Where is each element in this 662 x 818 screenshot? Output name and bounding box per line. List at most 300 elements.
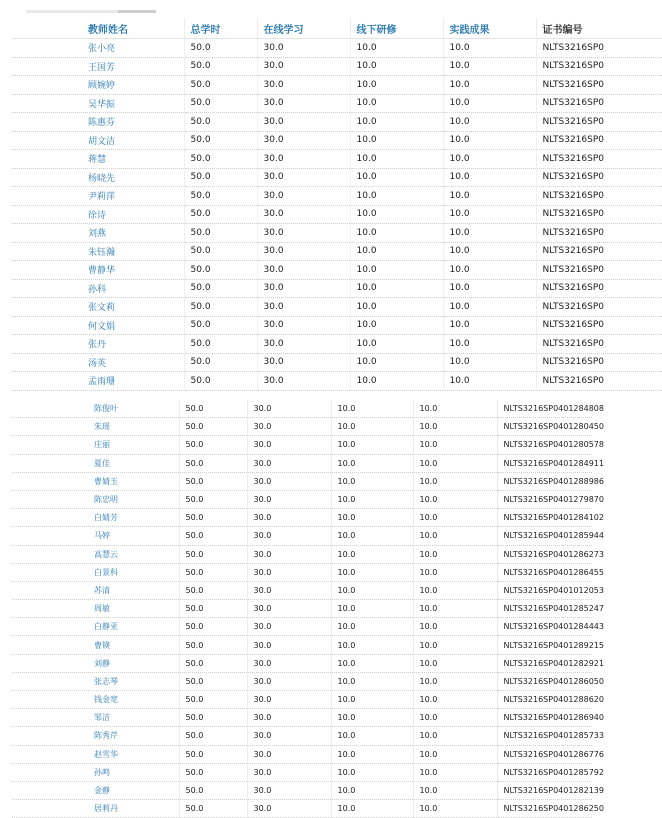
offline-training-cell: 10.0 [331, 618, 413, 636]
table-row [12, 242, 662, 261]
online-study-cell: 30.0 [257, 39, 350, 58]
table-row [12, 727, 592, 745]
table-row [12, 372, 662, 391]
online-study-cell: 30.0 [257, 205, 350, 224]
table-row [12, 545, 592, 563]
practice-result-cell: 10.0 [443, 76, 536, 95]
certificate-no-cell: NLTS3216SP0 [536, 316, 662, 335]
teacher-name-link[interactable]: 庄丽 [12, 436, 179, 454]
certificate-no-cell: NLTS3216SP0401288620 [497, 691, 592, 709]
total-hours-cell: 50.0 [179, 763, 247, 781]
offline-training-cell: 10.0 [331, 563, 413, 581]
teacher-name-link[interactable]: 曹婧玉 [12, 472, 179, 490]
certificate-no-cell: NLTS3216SP0401286273 [497, 545, 592, 563]
total-hours-cell: 50.0 [184, 94, 257, 113]
total-hours-cell: 50.0 [184, 131, 257, 150]
certificate-no-cell: NLTS3216SP0401285733 [497, 727, 592, 745]
total-hours-cell: 50.0 [179, 600, 247, 618]
online-study-cell: 30.0 [247, 527, 331, 545]
practice-result-cell: 10.0 [413, 691, 497, 709]
teacher-name-link[interactable]: 白婧芳 [12, 509, 179, 527]
table-row [12, 527, 592, 545]
top-scrollbar[interactable] [26, 10, 156, 13]
teacher-name-link[interactable]: 朱钰瀚 [12, 242, 184, 261]
offline-training-cell: 10.0 [350, 205, 443, 224]
total-hours-cell: 50.0 [184, 57, 257, 76]
teacher-name-link[interactable]: 张小亮 [12, 39, 184, 58]
practice-result-cell: 10.0 [413, 618, 497, 636]
offline-training-cell: 10.0 [350, 94, 443, 113]
certificate-no-cell: NLTS3216SP0401286776 [497, 745, 592, 763]
online-study-cell: 30.0 [247, 600, 331, 618]
teacher-name-link[interactable]: 陈惠芬 [12, 113, 184, 132]
table-row [12, 763, 592, 781]
total-hours-cell: 50.0 [179, 472, 247, 490]
table-row [12, 261, 662, 280]
total-hours-cell: 50.0 [184, 242, 257, 261]
total-hours-cell: 50.0 [184, 316, 257, 335]
practice-result-cell: 10.0 [443, 150, 536, 169]
offline-training-cell: 10.0 [350, 113, 443, 132]
online-study-cell: 30.0 [257, 94, 350, 113]
table-row [12, 800, 592, 818]
teacher-name-link[interactable]: 邹洁 [12, 709, 179, 727]
practice-result-cell: 10.0 [443, 57, 536, 76]
total-hours-cell: 50.0 [179, 400, 247, 418]
table-row [12, 691, 592, 709]
online-study-cell: 30.0 [247, 691, 331, 709]
offline-training-cell: 10.0 [350, 353, 443, 372]
teacher-name-link[interactable]: 赵雪华 [12, 745, 179, 763]
offline-training-cell: 10.0 [331, 545, 413, 563]
certificate-no-cell: NLTS3216SP0 [536, 39, 662, 58]
teacher-name-link[interactable]: 王国芳 [12, 57, 184, 76]
total-hours-cell: 50.0 [179, 745, 247, 763]
offline-training-cell: 10.0 [331, 709, 413, 727]
teacher-name-link[interactable]: 尹莉萍 [12, 187, 184, 206]
teacher-name-link[interactable]: 顾婉婷 [12, 76, 184, 95]
teacher-name-link[interactable]: 张志琴 [12, 672, 179, 690]
practice-result-cell: 10.0 [443, 187, 536, 206]
offline-training-cell: 10.0 [350, 187, 443, 206]
practice-result-cell: 10.0 [443, 353, 536, 372]
online-study-cell: 30.0 [247, 454, 331, 472]
online-study-cell: 30.0 [247, 763, 331, 781]
certificate-no-cell: NLTS3216SP0 [536, 57, 662, 76]
teacher-name-link[interactable]: 陈秀芹 [12, 727, 179, 745]
total-hours-cell: 50.0 [179, 436, 247, 454]
online-study-cell: 30.0 [247, 472, 331, 490]
table-row [12, 298, 662, 317]
practice-result-cell: 10.0 [413, 763, 497, 781]
offline-training-cell: 10.0 [331, 436, 413, 454]
teacher-name-link[interactable]: 马婷 [12, 527, 179, 545]
certificate-no-cell: NLTS3216SP0401282921 [497, 654, 592, 672]
practice-result-cell: 10.0 [443, 372, 536, 391]
offline-training-cell: 10.0 [350, 335, 443, 354]
online-study-cell: 30.0 [247, 545, 331, 563]
certificate-no-cell: NLTS3216SP0401284443 [497, 618, 592, 636]
teacher-name-link[interactable]: 吴华振 [12, 94, 184, 113]
table-row [12, 168, 662, 187]
online-study-cell: 30.0 [247, 745, 331, 763]
certificate-no-cell: NLTS3216SP0 [536, 224, 662, 243]
online-study-cell: 30.0 [247, 581, 331, 599]
table-header-row [12, 18, 662, 39]
practice-result-cell: 10.0 [443, 94, 536, 113]
offline-training-cell: 10.0 [350, 261, 443, 280]
offline-training-cell: 10.0 [331, 581, 413, 599]
online-study-cell: 30.0 [247, 418, 331, 436]
practice-result-cell: 10.0 [443, 224, 536, 243]
teacher-name-link[interactable]: 钱金宽 [12, 691, 179, 709]
table-row [12, 600, 592, 618]
teacher-name-link[interactable]: 白静亚 [12, 618, 179, 636]
table-row [12, 94, 662, 113]
certificate-no-cell: NLTS3216SP0 [536, 205, 662, 224]
table-row [12, 279, 662, 298]
practice-result-cell: 10.0 [443, 113, 536, 132]
certificate-no-cell: NLTS3216SP0401280450 [497, 418, 592, 436]
online-study-cell: 30.0 [257, 168, 350, 187]
certificate-no-cell: NLTS3216SP0401285944 [497, 527, 592, 545]
certificate-no-cell: NLTS3216SP0401286455 [497, 563, 592, 581]
online-study-cell: 30.0 [247, 709, 331, 727]
offline-training-cell: 10.0 [350, 372, 443, 391]
total-hours-cell: 50.0 [184, 279, 257, 298]
practice-result-cell: 10.0 [413, 709, 497, 727]
certificate-no-cell: NLTS3216SP0401285247 [497, 600, 592, 618]
certificate-no-cell: NLTS3216SP0401289215 [497, 636, 592, 654]
offline-training-cell: 10.0 [331, 490, 413, 508]
total-hours-cell: 50.0 [184, 224, 257, 243]
certificate-no-cell: NLTS3216SP0 [536, 335, 662, 354]
table-row [12, 76, 662, 95]
total-hours-cell: 50.0 [184, 353, 257, 372]
teacher-name-link[interactable]: 夏佳 [12, 454, 179, 472]
online-study-cell: 30.0 [247, 490, 331, 508]
total-hours-cell: 50.0 [184, 168, 257, 187]
certificate-no-cell: NLTS3216SP0401282139 [497, 781, 592, 799]
teacher-hours-table-top [12, 18, 662, 391]
certificate-no-cell: NLTS3216SP0 [536, 353, 662, 372]
online-study-cell: 30.0 [257, 261, 350, 280]
certificate-no-cell: NLTS3216SP0 [536, 150, 662, 169]
table-row [12, 224, 662, 243]
practice-result-cell: 10.0 [413, 490, 497, 508]
offline-training-cell: 10.0 [331, 418, 413, 436]
offline-training-cell: 10.0 [350, 57, 443, 76]
table-row [12, 335, 662, 354]
teacher-table-top-panel [12, 18, 604, 394]
teacher-name-link[interactable]: 刘燕 [12, 224, 184, 243]
offline-training-cell: 10.0 [331, 472, 413, 490]
online-study-cell: 30.0 [257, 335, 350, 354]
offline-training-cell: 10.0 [350, 76, 443, 95]
teacher-name-link[interactable]: 高慧云 [12, 545, 179, 563]
practice-result-cell: 10.0 [413, 745, 497, 763]
table-row [12, 39, 662, 58]
header-practice-result: 实践成果 [443, 18, 536, 39]
online-study-cell: 30.0 [257, 76, 350, 95]
table-row [12, 509, 592, 527]
teacher-name-link[interactable]: 胡文洁 [12, 131, 184, 150]
table-row [12, 654, 592, 672]
practice-result-cell: 10.0 [413, 563, 497, 581]
offline-training-cell: 10.0 [331, 636, 413, 654]
online-study-cell: 30.0 [247, 727, 331, 745]
table-row [12, 636, 592, 654]
online-study-cell: 30.0 [257, 113, 350, 132]
teacher-name-link[interactable]: 曹锳 [12, 636, 179, 654]
online-study-cell: 30.0 [257, 298, 350, 317]
certificate-no-cell: NLTS3216SP0 [536, 168, 662, 187]
total-hours-cell: 50.0 [179, 691, 247, 709]
offline-training-cell: 10.0 [350, 224, 443, 243]
total-hours-cell: 50.0 [184, 187, 257, 206]
online-study-cell: 30.0 [247, 400, 331, 418]
online-study-cell: 30.0 [257, 131, 350, 150]
offline-training-cell: 10.0 [331, 727, 413, 745]
certificate-no-cell: NLTS3216SP0401284808 [497, 400, 592, 418]
online-study-cell: 30.0 [247, 509, 331, 527]
certificate-no-cell: NLTS3216SP0 [536, 279, 662, 298]
table-row [12, 472, 592, 490]
table-row [12, 781, 592, 799]
total-hours-cell: 50.0 [184, 76, 257, 95]
total-hours-cell: 50.0 [179, 618, 247, 636]
table-row [12, 131, 662, 150]
certificate-no-cell: NLTS3216SP0401286050 [497, 672, 592, 690]
practice-result-cell: 10.0 [443, 205, 536, 224]
teacher-name-link[interactable]: 陈忠明 [12, 490, 179, 508]
offline-training-cell: 10.0 [331, 763, 413, 781]
practice-result-cell: 10.0 [443, 279, 536, 298]
total-hours-cell: 50.0 [179, 636, 247, 654]
practice-result-cell: 10.0 [443, 131, 536, 150]
certificate-no-cell: NLTS3216SP0401286940 [497, 709, 592, 727]
practice-result-cell: 10.0 [413, 400, 497, 418]
table-row [12, 187, 662, 206]
practice-result-cell: 10.0 [443, 39, 536, 58]
certificate-no-cell: NLTS3216SP0 [536, 242, 662, 261]
offline-training-cell: 10.0 [331, 400, 413, 418]
teacher-hours-table-bottom [12, 400, 604, 818]
offline-training-cell: 10.0 [350, 242, 443, 261]
practice-result-cell: 10.0 [413, 454, 497, 472]
teacher-name-link[interactable]: 陈俊叶 [12, 400, 179, 418]
total-hours-cell: 50.0 [184, 39, 257, 58]
offline-training-cell: 10.0 [331, 454, 413, 472]
offline-training-cell: 10.0 [331, 672, 413, 690]
practice-result-cell: 10.0 [413, 636, 497, 654]
practice-result-cell: 10.0 [443, 298, 536, 317]
table-row [12, 672, 592, 690]
total-hours-cell: 50.0 [179, 545, 247, 563]
table-row [12, 57, 662, 76]
total-hours-cell: 50.0 [179, 654, 247, 672]
certificate-no-cell: NLTS3216SP0 [536, 131, 662, 150]
certificate-no-cell: NLTS3216SP0 [536, 76, 662, 95]
header-certificate-no: 证书编号 [536, 18, 662, 39]
table-row [12, 316, 662, 335]
total-hours-cell: 50.0 [179, 454, 247, 472]
certificate-no-cell: NLTS3216SP0 [536, 94, 662, 113]
certificate-no-cell: NLTS3216SP0 [536, 372, 662, 391]
certificate-no-cell: NLTS3216SP0401280578 [497, 436, 592, 454]
table-row [12, 400, 592, 418]
practice-result-cell: 10.0 [413, 781, 497, 799]
practice-result-cell: 10.0 [413, 800, 497, 818]
teacher-name-link[interactable]: 孙鸣 [12, 763, 179, 781]
table-row [12, 563, 592, 581]
header-online-study: 在线学习 [257, 18, 350, 39]
online-study-cell: 30.0 [247, 636, 331, 654]
offline-training-cell: 10.0 [331, 527, 413, 545]
table-row [12, 745, 592, 763]
online-study-cell: 30.0 [257, 224, 350, 243]
offline-training-cell: 10.0 [350, 39, 443, 58]
online-study-cell: 30.0 [257, 279, 350, 298]
certificate-no-cell: NLTS3216SP0401284102 [497, 509, 592, 527]
practice-result-cell: 10.0 [413, 654, 497, 672]
teacher-name-link[interactable]: 朱瑶 [12, 418, 179, 436]
online-study-cell: 30.0 [247, 654, 331, 672]
online-study-cell: 30.0 [257, 187, 350, 206]
certificate-no-cell: NLTS3216SP0401279870 [497, 490, 592, 508]
teacher-name-link[interactable]: 徐诗 [12, 205, 184, 224]
offline-training-cell: 10.0 [350, 279, 443, 298]
table-row [12, 454, 592, 472]
certificate-no-cell: NLTS3216SP0401288986 [497, 472, 592, 490]
teacher-name-link[interactable]: 孟雨珊 [12, 372, 184, 391]
table-row [12, 150, 662, 169]
online-study-cell: 30.0 [257, 242, 350, 261]
teacher-name-link[interactable]: 金静 [12, 781, 179, 799]
total-hours-cell: 50.0 [184, 298, 257, 317]
table-row [12, 709, 592, 727]
online-study-cell: 30.0 [257, 353, 350, 372]
total-hours-cell: 50.0 [179, 581, 247, 599]
online-study-cell: 30.0 [247, 436, 331, 454]
total-hours-cell: 50.0 [184, 261, 257, 280]
header-offline-training: 线下研修 [350, 18, 443, 39]
practice-result-cell: 10.0 [443, 261, 536, 280]
table-row [12, 618, 592, 636]
offline-training-cell: 10.0 [350, 131, 443, 150]
offline-training-cell: 10.0 [350, 316, 443, 335]
practice-result-cell: 10.0 [443, 242, 536, 261]
practice-result-cell: 10.0 [413, 472, 497, 490]
teacher-name-link[interactable]: 白景科 [12, 563, 179, 581]
teacher-name-link[interactable]: 苏清 [12, 581, 179, 599]
online-study-cell: 30.0 [247, 672, 331, 690]
total-hours-cell: 50.0 [179, 563, 247, 581]
teacher-name-link[interactable]: 何文娟 [12, 316, 184, 335]
teacher-name-link[interactable]: 杨晓先 [12, 168, 184, 187]
total-hours-cell: 50.0 [179, 527, 247, 545]
teacher-name-link[interactable]: 汤英 [12, 353, 184, 372]
offline-training-cell: 10.0 [331, 781, 413, 799]
online-study-cell: 30.0 [257, 57, 350, 76]
online-study-cell: 30.0 [257, 316, 350, 335]
table-row [12, 436, 592, 454]
offline-training-cell: 10.0 [350, 298, 443, 317]
practice-result-cell: 10.0 [413, 436, 497, 454]
top-scrollbar-thumb[interactable] [118, 10, 156, 13]
teacher-name-link[interactable]: 居莉丹 [12, 800, 179, 818]
certificate-no-cell: NLTS3216SP0401286250 [497, 800, 592, 818]
offline-training-cell: 10.0 [331, 691, 413, 709]
table-row [12, 113, 662, 132]
offline-training-cell: 10.0 [331, 600, 413, 618]
practice-result-cell: 10.0 [413, 545, 497, 563]
offline-training-cell: 10.0 [350, 168, 443, 187]
offline-training-cell: 10.0 [331, 800, 413, 818]
header-total-hours: 总学时 [184, 18, 257, 39]
table-row [12, 205, 662, 224]
online-study-cell: 30.0 [247, 800, 331, 818]
certificate-no-cell: NLTS3216SP0401012053 [497, 581, 592, 599]
teacher-name-link[interactable]: 蒋慧 [12, 150, 184, 169]
practice-result-cell: 10.0 [413, 581, 497, 599]
table-row [12, 490, 592, 508]
teacher-name-link[interactable]: 刘静 [12, 654, 179, 672]
teacher-table-bottom-panel [12, 400, 604, 814]
total-hours-cell: 50.0 [184, 113, 257, 132]
total-hours-cell: 50.0 [179, 781, 247, 799]
total-hours-cell: 50.0 [179, 709, 247, 727]
table-row [12, 353, 662, 372]
certificate-no-cell: NLTS3216SP0401284911 [497, 454, 592, 472]
practice-result-cell: 10.0 [413, 727, 497, 745]
practice-result-cell: 10.0 [443, 335, 536, 354]
teacher-name-link[interactable]: 曹静华 [12, 261, 184, 280]
practice-result-cell: 10.0 [413, 527, 497, 545]
offline-training-cell: 10.0 [331, 745, 413, 763]
total-hours-cell: 50.0 [184, 205, 257, 224]
total-hours-cell: 50.0 [179, 418, 247, 436]
certificate-no-cell: NLTS3216SP0 [536, 113, 662, 132]
teacher-name-link[interactable]: 张丹 [12, 335, 184, 354]
practice-result-cell: 10.0 [413, 600, 497, 618]
total-hours-cell: 50.0 [179, 727, 247, 745]
practice-result-cell: 10.0 [413, 509, 497, 527]
teacher-name-link[interactable]: 孙科 [12, 279, 184, 298]
certificate-no-cell: NLTS3216SP0 [536, 187, 662, 206]
offline-training-cell: 10.0 [331, 654, 413, 672]
online-study-cell: 30.0 [247, 563, 331, 581]
online-study-cell: 30.0 [247, 618, 331, 636]
table-row [12, 581, 592, 599]
practice-result-cell: 10.0 [413, 672, 497, 690]
teacher-name-link[interactable]: 周敏 [12, 600, 179, 618]
certificate-no-cell: NLTS3216SP0401285792 [497, 763, 592, 781]
total-hours-cell: 50.0 [179, 490, 247, 508]
online-study-cell: 30.0 [247, 781, 331, 799]
total-hours-cell: 50.0 [184, 150, 257, 169]
table-row [12, 418, 592, 436]
header-teacher-name: 教师姓名 [12, 18, 184, 39]
practice-result-cell: 10.0 [443, 168, 536, 187]
online-study-cell: 30.0 [257, 372, 350, 391]
teacher-name-link[interactable]: 张文莉 [12, 298, 184, 317]
practice-result-cell: 10.0 [413, 418, 497, 436]
online-study-cell: 30.0 [257, 150, 350, 169]
offline-training-cell: 10.0 [350, 150, 443, 169]
total-hours-cell: 50.0 [179, 800, 247, 818]
practice-result-cell: 10.0 [443, 316, 536, 335]
